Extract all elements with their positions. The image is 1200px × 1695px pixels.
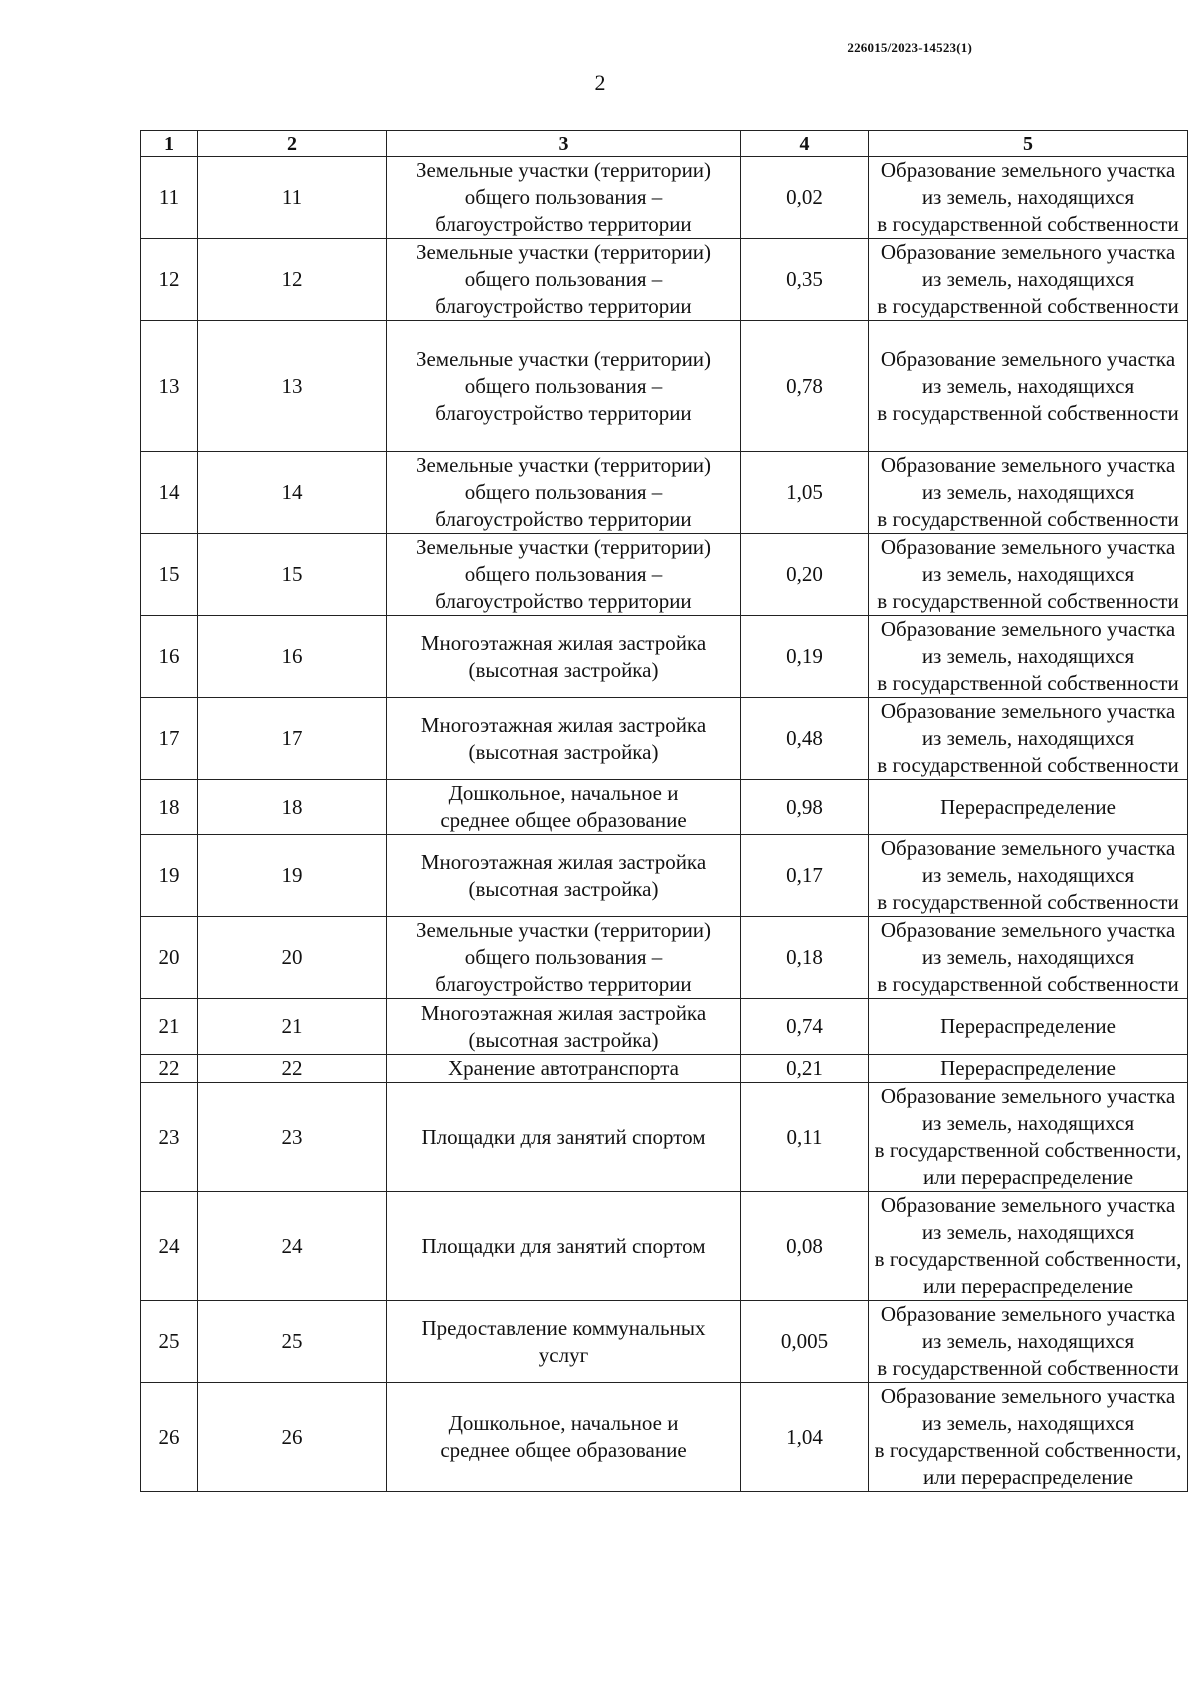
formation-method-cell-line: из земель, находящихся [921,945,1135,969]
table-row [141,1083,1188,1192]
table-row [141,780,1188,835]
land-use-cell [387,1192,741,1301]
land-use-cell-line: благоустройство территории [435,589,692,613]
row-number-cell: 20 [141,917,198,999]
land-use-cell-line: Предоставление коммунальных [421,1315,706,1340]
area-cell: 0,08 [741,1192,869,1301]
plot-number-cell: 22 [198,1055,387,1083]
row-number-cell: 14 [141,452,198,534]
formation-method-cell-line: в государственной собственности [877,1356,1179,1380]
row-number-cell: 25 [141,1301,198,1383]
formation-method-cell-line: Перераспределение [940,794,1116,819]
land-use-cell [387,616,741,698]
plot-number-cell: 21 [198,999,387,1055]
plot-number-cell: 12 [198,239,387,321]
land-use-cell [387,321,741,452]
formation-method-cell-line: Образование земельного участка [880,1384,1176,1408]
land-use-cell [387,1083,741,1192]
formation-method-cell-line: или перераспределение [922,1274,1134,1298]
plot-number-cell: 25 [198,1301,387,1383]
plot-number-cell: 13 [198,321,387,452]
land-use-cell-line: Дошкольное, начальное и [448,1411,679,1435]
table-row [141,1055,1188,1083]
formation-method-cell-line: или перераспределение [922,1165,1134,1189]
formation-method-cell-line: из земель, находящихся [921,1111,1135,1135]
area-cell: 0,17 [741,835,869,917]
plot-number-cell: 20 [198,917,387,999]
formation-method-cell-line: из земель, находящихся [921,267,1135,291]
land-use-cell-line: общего пользования – [464,562,663,586]
formation-method-cell-line: Образование земельного участка [880,535,1176,559]
header-col-3: 3 [387,131,741,157]
row-number-cell: 26 [141,1383,198,1492]
formation-method-cell [869,321,1188,452]
row-number-cell: 23 [141,1083,198,1192]
formation-method-cell-line: из земель, находящихся [921,480,1135,504]
formation-method-cell-line: в государственной собственности [877,890,1179,914]
header-row [141,131,1188,157]
land-use-cell-line: Земельные участки (территории) [415,240,712,264]
formation-method-cell [869,534,1188,616]
area-cell: 1,05 [741,452,869,534]
land-use-cell-line: Многоэтажная жилая застройка [420,1000,707,1025]
formation-method-cell-line: в государственной собственности, [874,1138,1182,1162]
formation-method-cell-line: Образование земельного участка [880,1084,1176,1108]
land-use-cell [387,1301,741,1383]
land-use-cell [387,157,741,239]
formation-method-cell-line: в государственной собственности [877,972,1179,996]
plot-number-cell: 18 [198,780,387,835]
land-use-cell-line: Многоэтажная жилая застройка [420,712,707,737]
area-cell: 0,35 [741,239,869,321]
area-cell: 0,18 [741,917,869,999]
formation-method-cell-line: в государственной собственности [877,212,1179,236]
formation-method-cell [869,239,1188,321]
land-use-cell-line: благоустройство территории [435,212,692,236]
table-row [141,835,1188,917]
land-use-cell-line: Площадки для занятий спортом [421,1124,706,1149]
land-use-cell-line: Многоэтажная жилая застройка [420,630,707,655]
land-use-cell-line: Площадки для занятий спортом [421,1233,706,1258]
formation-method-cell [869,917,1188,999]
formation-method-cell-line: в государственной собственности [877,589,1179,613]
header-col-1: 1 [141,131,198,157]
formation-method-cell-line: из земель, находящихся [921,562,1135,586]
land-use-cell-line: благоустройство территории [435,507,692,531]
header-col-4: 4 [741,131,869,157]
table-row [141,157,1188,239]
plot-number-cell: 16 [198,616,387,698]
plot-number-cell: 15 [198,534,387,616]
formation-method-cell-line: в государственной собственности [877,507,1179,531]
formation-method-cell [869,999,1188,1055]
table-row [141,917,1188,999]
row-number-cell: 19 [141,835,198,917]
row-number-cell: 12 [141,239,198,321]
land-use-cell-line: (высотная застройка) [468,876,659,901]
formation-method-cell [869,1192,1188,1301]
formation-method-cell-line: Образование земельного участка [880,346,1176,371]
formation-method-cell [869,1083,1188,1192]
row-number-cell: 22 [141,1055,198,1083]
land-use-cell-line: услуг [538,1342,589,1367]
table-row [141,698,1188,780]
land-use-cell [387,917,741,999]
table-row [141,616,1188,698]
row-number-cell: 13 [141,321,198,452]
land-plots-table [140,130,1188,1492]
formation-method-cell-line: из земель, находящихся [921,373,1135,398]
formation-method-cell-line: Образование земельного участка [880,1302,1176,1326]
formation-method-cell [869,1301,1188,1383]
formation-method-cell-line: Образование земельного участка [880,1193,1176,1217]
land-use-cell-line: Земельные участки (территории) [415,346,712,371]
land-use-cell-line: благоустройство территории [435,400,692,425]
land-use-cell [387,698,741,780]
row-number-cell: 21 [141,999,198,1055]
row-number-cell: 11 [141,157,198,239]
land-use-cell-line: (высотная застройка) [468,657,659,682]
formation-method-cell [869,1383,1188,1492]
area-cell: 0,20 [741,534,869,616]
land-use-cell-line: благоустройство территории [435,294,692,318]
area-cell: 0,11 [741,1083,869,1192]
formation-method-cell-line: Перераспределение [940,1014,1116,1038]
plot-number-cell: 11 [198,157,387,239]
table-body [141,157,1188,1492]
land-use-cell-line: общего пользования – [464,267,663,291]
land-use-cell [387,835,741,917]
row-number-cell: 18 [141,780,198,835]
area-cell: 0,005 [741,1301,869,1383]
formation-method-cell [869,616,1188,698]
formation-method-cell-line: в государственной собственности, [874,1247,1182,1271]
area-cell: 0,48 [741,698,869,780]
document-id: 226015/2023-14523(1) [847,40,972,55]
table-row [141,321,1188,452]
table-header [141,131,1188,157]
plot-number-cell: 23 [198,1083,387,1192]
formation-method-cell [869,780,1188,835]
area-cell: 0,78 [741,321,869,452]
table-row [141,999,1188,1055]
formation-method-cell [869,1055,1188,1083]
row-number-cell: 17 [141,698,198,780]
land-use-cell-line: общего пользования – [464,945,663,969]
formation-method-cell [869,452,1188,534]
formation-method-cell-line: из земель, находящихся [921,1329,1135,1353]
plot-number-cell: 14 [198,452,387,534]
plot-number-cell: 26 [198,1383,387,1492]
land-use-cell-line: Земельные участки (территории) [415,158,712,182]
formation-method-cell-line: в государственной собственности [877,753,1179,777]
land-use-cell-line: Земельные участки (территории) [415,918,712,942]
row-number-cell: 24 [141,1192,198,1301]
plot-number-cell: 24 [198,1192,387,1301]
formation-method-cell [869,698,1188,780]
land-use-cell-line: общего пользования – [464,373,663,398]
formation-method-cell-line: Образование земельного участка [880,158,1176,182]
area-cell: 0,21 [741,1055,869,1083]
formation-method-cell [869,835,1188,917]
table-row [141,452,1188,534]
plot-number-cell: 17 [198,698,387,780]
formation-method-cell [869,157,1188,239]
formation-method-cell-line: из земель, находящихся [921,1220,1135,1244]
formation-method-cell-line: Перераспределение [940,1056,1116,1080]
land-use-cell [387,999,741,1055]
land-use-cell [387,780,741,835]
land-use-cell-line: среднее общее образование [440,1438,687,1462]
formation-method-cell-line: Образование земельного участка [880,699,1176,723]
formation-method-cell-line: из земель, находящихся [921,1411,1135,1435]
land-use-cell-line: Хранение автотранспорта [448,1056,679,1080]
formation-method-cell-line: Образование земельного участка [880,617,1176,641]
formation-method-cell-line: из земель, находящихся [921,863,1135,887]
area-cell: 0,02 [741,157,869,239]
area-cell: 0,74 [741,999,869,1055]
table-row [141,1383,1188,1492]
table-row [141,1192,1188,1301]
formation-method-cell-line: из земель, находящихся [921,185,1135,209]
formation-method-cell-line: Образование земельного участка [880,240,1176,264]
plot-number-cell: 19 [198,835,387,917]
land-use-cell [387,1383,741,1492]
formation-method-cell-line: Образование земельного участка [880,918,1176,942]
land-use-cell-line: Дошкольное, начальное и [448,781,679,805]
header-col-2: 2 [198,131,387,157]
land-use-cell-line: Многоэтажная жилая застройка [420,849,707,874]
land-use-cell-line: благоустройство территории [435,972,692,996]
land-use-cell [387,534,741,616]
land-use-cell-line: среднее общее образование [440,808,687,832]
formation-method-cell-line: из земель, находящихся [921,644,1135,668]
table-row [141,1301,1188,1383]
formation-method-cell-line: в государственной собственности, [874,1438,1182,1462]
land-use-cell [387,452,741,534]
formation-method-cell-line: из земель, находящихся [921,726,1135,750]
table-row [141,534,1188,616]
table-row [141,239,1188,321]
land-use-cell-line: общего пользования – [464,480,663,504]
formation-method-cell-line: или перераспределение [922,1465,1134,1489]
area-cell: 1,04 [741,1383,869,1492]
land-use-cell-line: (высотная застройка) [468,739,659,764]
header-col-5: 5 [869,131,1188,157]
page-number: 2 [594,70,606,95]
formation-method-cell-line: в государственной собственности [877,671,1179,695]
area-cell: 0,98 [741,780,869,835]
land-use-cell-line: (высотная застройка) [468,1027,659,1052]
formation-method-cell-line: в государственной собственности [877,294,1179,318]
land-use-cell [387,239,741,321]
formation-method-cell-line: Образование земельного участка [880,453,1176,477]
row-number-cell: 15 [141,534,198,616]
land-use-cell-line: общего пользования – [464,185,663,209]
land-use-cell-line: Земельные участки (территории) [415,535,712,559]
formation-method-cell-line: Образование земельного участка [880,836,1176,860]
row-number-cell: 16 [141,616,198,698]
land-use-cell-line: Земельные участки (территории) [415,453,712,477]
area-cell: 0,19 [741,616,869,698]
formation-method-cell-line: в государственной собственности [877,400,1179,425]
land-use-cell [387,1055,741,1083]
